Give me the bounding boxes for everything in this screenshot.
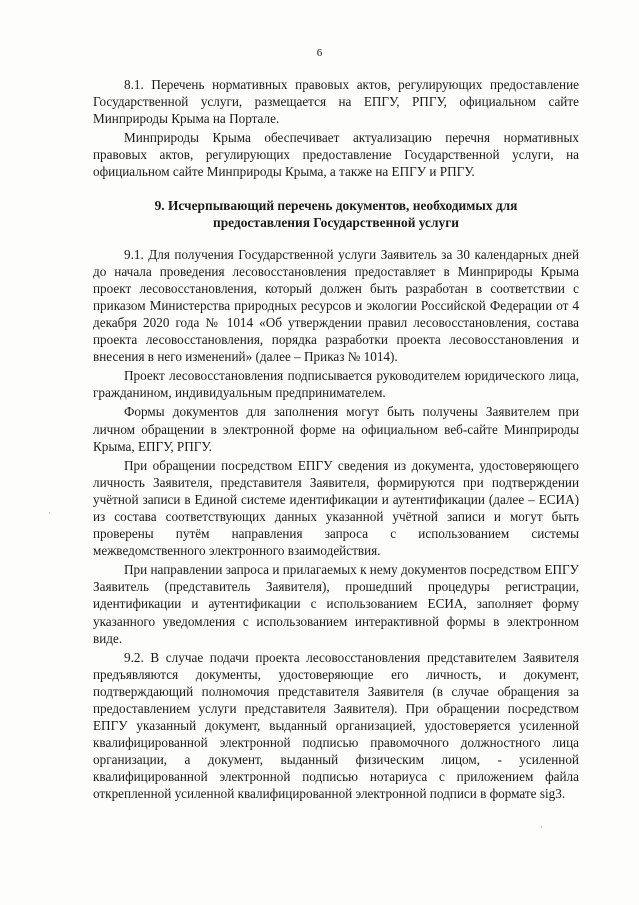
section-9-heading-line-2: предоставления Государственной услуги [213, 215, 459, 231]
section-9-heading [93, 197, 579, 232]
paragraph-9-1-signing: Проект лесовосстановления подписывается руководителем юридического лица, гражданином, индивидуальным предпринимателем. [93, 368, 579, 401]
paragraph-9-2: 9.2. В случае подачи проекта лесовосстановления представителем Заявителя предъявляются документы, удостоверяющие его личность, и документ, подтверждающий полномочия представителя Заявителя (в случае обращения за предоставлением услуги представителя Заявителя). При обращении посредством ЕПГУ указанный документ, выданный организацией, удостоверяется усиленной квалифицированной электронной подписью правомочного должностного лица организации, а документ, выданный физическим лицом, - усиленной квалифицированной электронной подписью нотариуса с приложением файла открепленной усиленной квалифицированной электронной подписи в формате sig3. [93, 649, 579, 802]
paragraph-9-1-epgu-esia: При обращении посредством ЕПГУ сведения из документа, удостоверяющего личность Заявителя, представителя Заявителя, формируются при подтверждении учётной записи в Единой системе идентификации и аутентификации (далее – ЕСИА) из состава соответствующих данных указанной учётной записи и могут быть проверены путём направления запроса с использованием системы межведомственного электронного взаимодействия. [93, 457, 579, 559]
scan-speck: · [48, 508, 51, 518]
paragraph-9-1-request: При направлении запроса и прилагаемых к нему документов посредством ЕПГУ Заявитель (представитель Заявителя), прошедший процедуры регистрации, идентификации и аутентификации с использованием ЕСИА, заполняет форму указанного уведомления с использованием интерактивной формы в электронном виде. [93, 562, 579, 646]
page-number: 6 [316, 47, 323, 59]
scan-speck: · [540, 822, 543, 832]
paragraph-8-1-update: Минприроды Крыма обеспечивает актуализацию перечня нормативных правовых актов, регулирующих предоставление Государственной услуги, на официальном сайте Минприроды Крыма, а также на ЕПГУ и РПГУ. [93, 130, 579, 180]
section-9-heading-line-1: 9. Исчерпывающий перечень документов, необходимых для [154, 197, 518, 213]
paragraph-9-1: 9.1. Для получения Государственной услуги Заявитель за 30 календарных дней до начала проведения лесовосстановления предоставляет в Минприроды Крыма проект лесовосстановления, который должен быть разработан в соответствии с приказом Министерства природных ресурсов и экологии Российской Федерации от 4 декабря 2020 года № 1014 «Об утверждении правил лесовосстановления, состава проекта лесовосстановления, порядка разработки проекта лесовосстановления и внесения в него изменений» (далее – Приказ № 1014). [93, 246, 579, 365]
paragraph-8-1: 8.1. Перечень нормативных правовых актов, регулирующих предоставление Государственной услуги, размещается на ЕПГУ, РПГУ, официальном сайте Минприроды Крыма на Портале. [93, 77, 579, 127]
paragraph-9-1-forms: Формы документов для заполнения могут быть получены Заявителем при личном обращении в электронной форме на официальном веб-сайте Минприроды Крыма, ЕПГУ, РПГУ. [93, 404, 579, 454]
page-body [93, 76, 579, 803]
